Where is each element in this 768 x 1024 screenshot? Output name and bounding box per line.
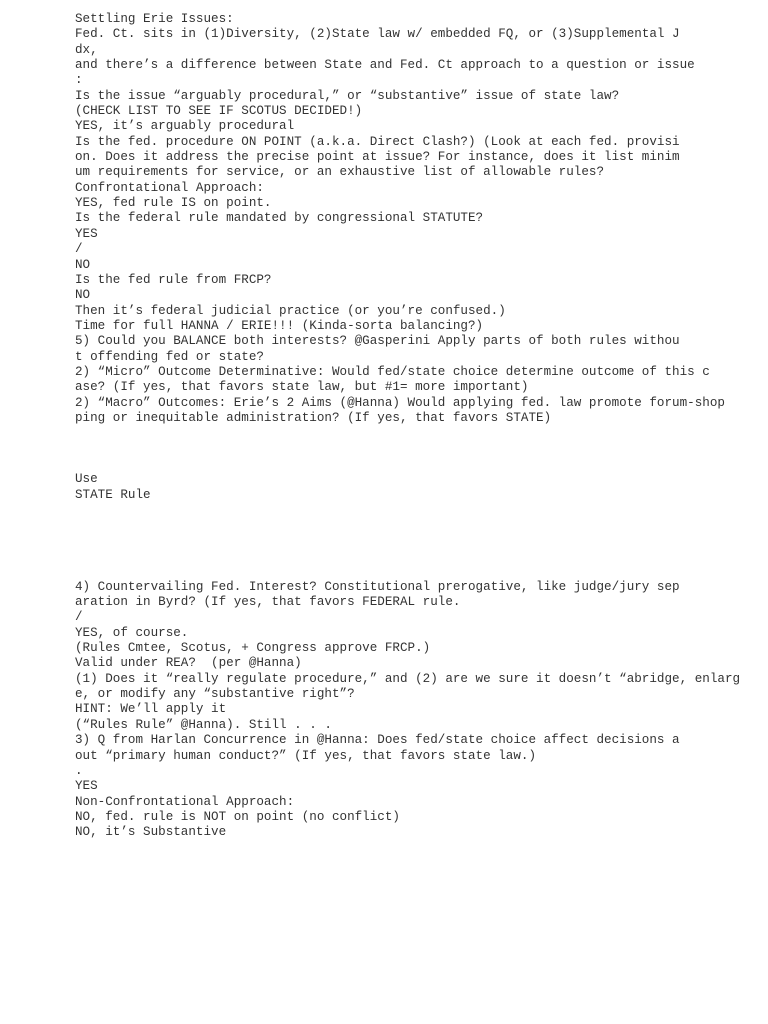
- text-line: NO, it’s Substantive: [75, 825, 227, 840]
- text-line: (Rules Cmtee, Scotus, + Congress approve FRCP.): [75, 641, 431, 656]
- text-line: YES, fed rule IS on point.: [75, 196, 272, 211]
- text-line: (1) Does it “really regulate procedure,” and (2) are we sure it doesn’t “abridge, enlarg: [75, 671, 741, 686]
- text-line: HINT: We’ll apply it: [75, 702, 227, 717]
- text-line: Is the federal rule mandated by congressional STATUTE?: [75, 211, 484, 226]
- spacer: [75, 549, 755, 564]
- spacer: [75, 442, 755, 457]
- text-line: and there’s a difference between State and Fed. Ct approach to a question or issue: [75, 58, 695, 73]
- text-line: um requirements for service, or an exhaustive list of allowable rules?: [75, 165, 605, 180]
- text-line: Time for full HANNA / ERIE!!! (Kinda-sorta balancing?): [75, 318, 484, 333]
- text-line: ase? (If yes, that favors state law, but #1= more important): [75, 380, 529, 395]
- text-block-countervailing: [75, 580, 755, 841]
- text-line: 5) Could you BALANCE both interests? @Gasperini Apply parts of both rules withou: [75, 334, 680, 349]
- text-line: 2) “Macro” Outcomes: Erie’s 2 Aims (@Hanna) Would applying fed. law promote forum-shop: [75, 395, 725, 410]
- text-line: YES: [75, 779, 98, 794]
- spacer: [75, 564, 755, 579]
- text-line: (“Rules Rule” @Hanna). Still . . .: [75, 717, 332, 732]
- text-line: YES, of course.: [75, 625, 189, 640]
- text-line: Use: [75, 472, 98, 487]
- text-line: (CHECK LIST TO SEE IF SCOTUS DECIDED!): [75, 104, 363, 119]
- spacer: [75, 518, 755, 533]
- text-line: Fed. Ct. sits in (1)Diversity, (2)State law w/ embedded FQ, or (3)Supplemental J: [75, 27, 680, 42]
- spacer: [75, 426, 755, 441]
- text-line: Is the fed rule from FRCP?: [75, 272, 272, 287]
- text-line: /: [75, 610, 83, 625]
- text-line: /: [75, 242, 83, 257]
- text-line: ping or inequitable administration? (If yes, that favors STATE): [75, 410, 552, 425]
- text-line: Non-Confrontational Approach:: [75, 794, 295, 809]
- text-line: aration in Byrd? (If yes, that favors FEDERAL rule.: [75, 595, 461, 610]
- text-line: Valid under REA? (per @Hanna): [75, 656, 302, 671]
- text-line: .: [75, 763, 83, 778]
- text-line: dx,: [75, 42, 98, 57]
- text-line: NO, fed. rule is NOT on point (no conflict): [75, 809, 400, 824]
- text-line: out “primary human conduct?” (If yes, that favors state law.): [75, 748, 537, 763]
- text-line: Is the issue “arguably procedural,” or “substantive” issue of state law?: [75, 88, 620, 103]
- text-block-use-state-rule: [75, 472, 755, 503]
- text-line: 4) Countervailing Fed. Interest? Constitutional prerogative, like judge/jury sep: [75, 579, 680, 594]
- text-line: :: [75, 73, 83, 88]
- text-line: NO: [75, 257, 91, 272]
- text-line: Is the fed. procedure ON POINT (a.k.a. Direct Clash?) (Look at each fed. provisi: [75, 134, 680, 149]
- document-page: [75, 12, 755, 841]
- text-line: 3) Q from Harlan Concurrence in @Hanna: Does fed/state choice affect decisions a: [75, 733, 680, 748]
- text-line: YES, it’s arguably procedural: [75, 119, 295, 134]
- text-line: YES: [75, 226, 98, 241]
- spacer: [75, 534, 755, 549]
- text-line: STATE Rule: [75, 487, 151, 502]
- text-line: on. Does it address the precise point at issue? For instance, does it list minim: [75, 150, 680, 165]
- spacer: [75, 503, 755, 518]
- doc-title: Settling Erie Issues:: [75, 12, 234, 26]
- text-line: 2) “Micro” Outcome Determinative: Would fed/state choice determine outcome of this c: [75, 364, 710, 379]
- text-line: t offending fed or state?: [75, 349, 264, 364]
- text-line: NO: [75, 288, 91, 303]
- text-block-main-questions: [75, 12, 755, 426]
- text-line: e, or modify any “substantive right”?: [75, 687, 355, 702]
- text-line: Confrontational Approach:: [75, 180, 264, 195]
- spacer: [75, 457, 755, 472]
- text-line: Then it’s federal judicial practice (or you’re confused.): [75, 303, 506, 318]
